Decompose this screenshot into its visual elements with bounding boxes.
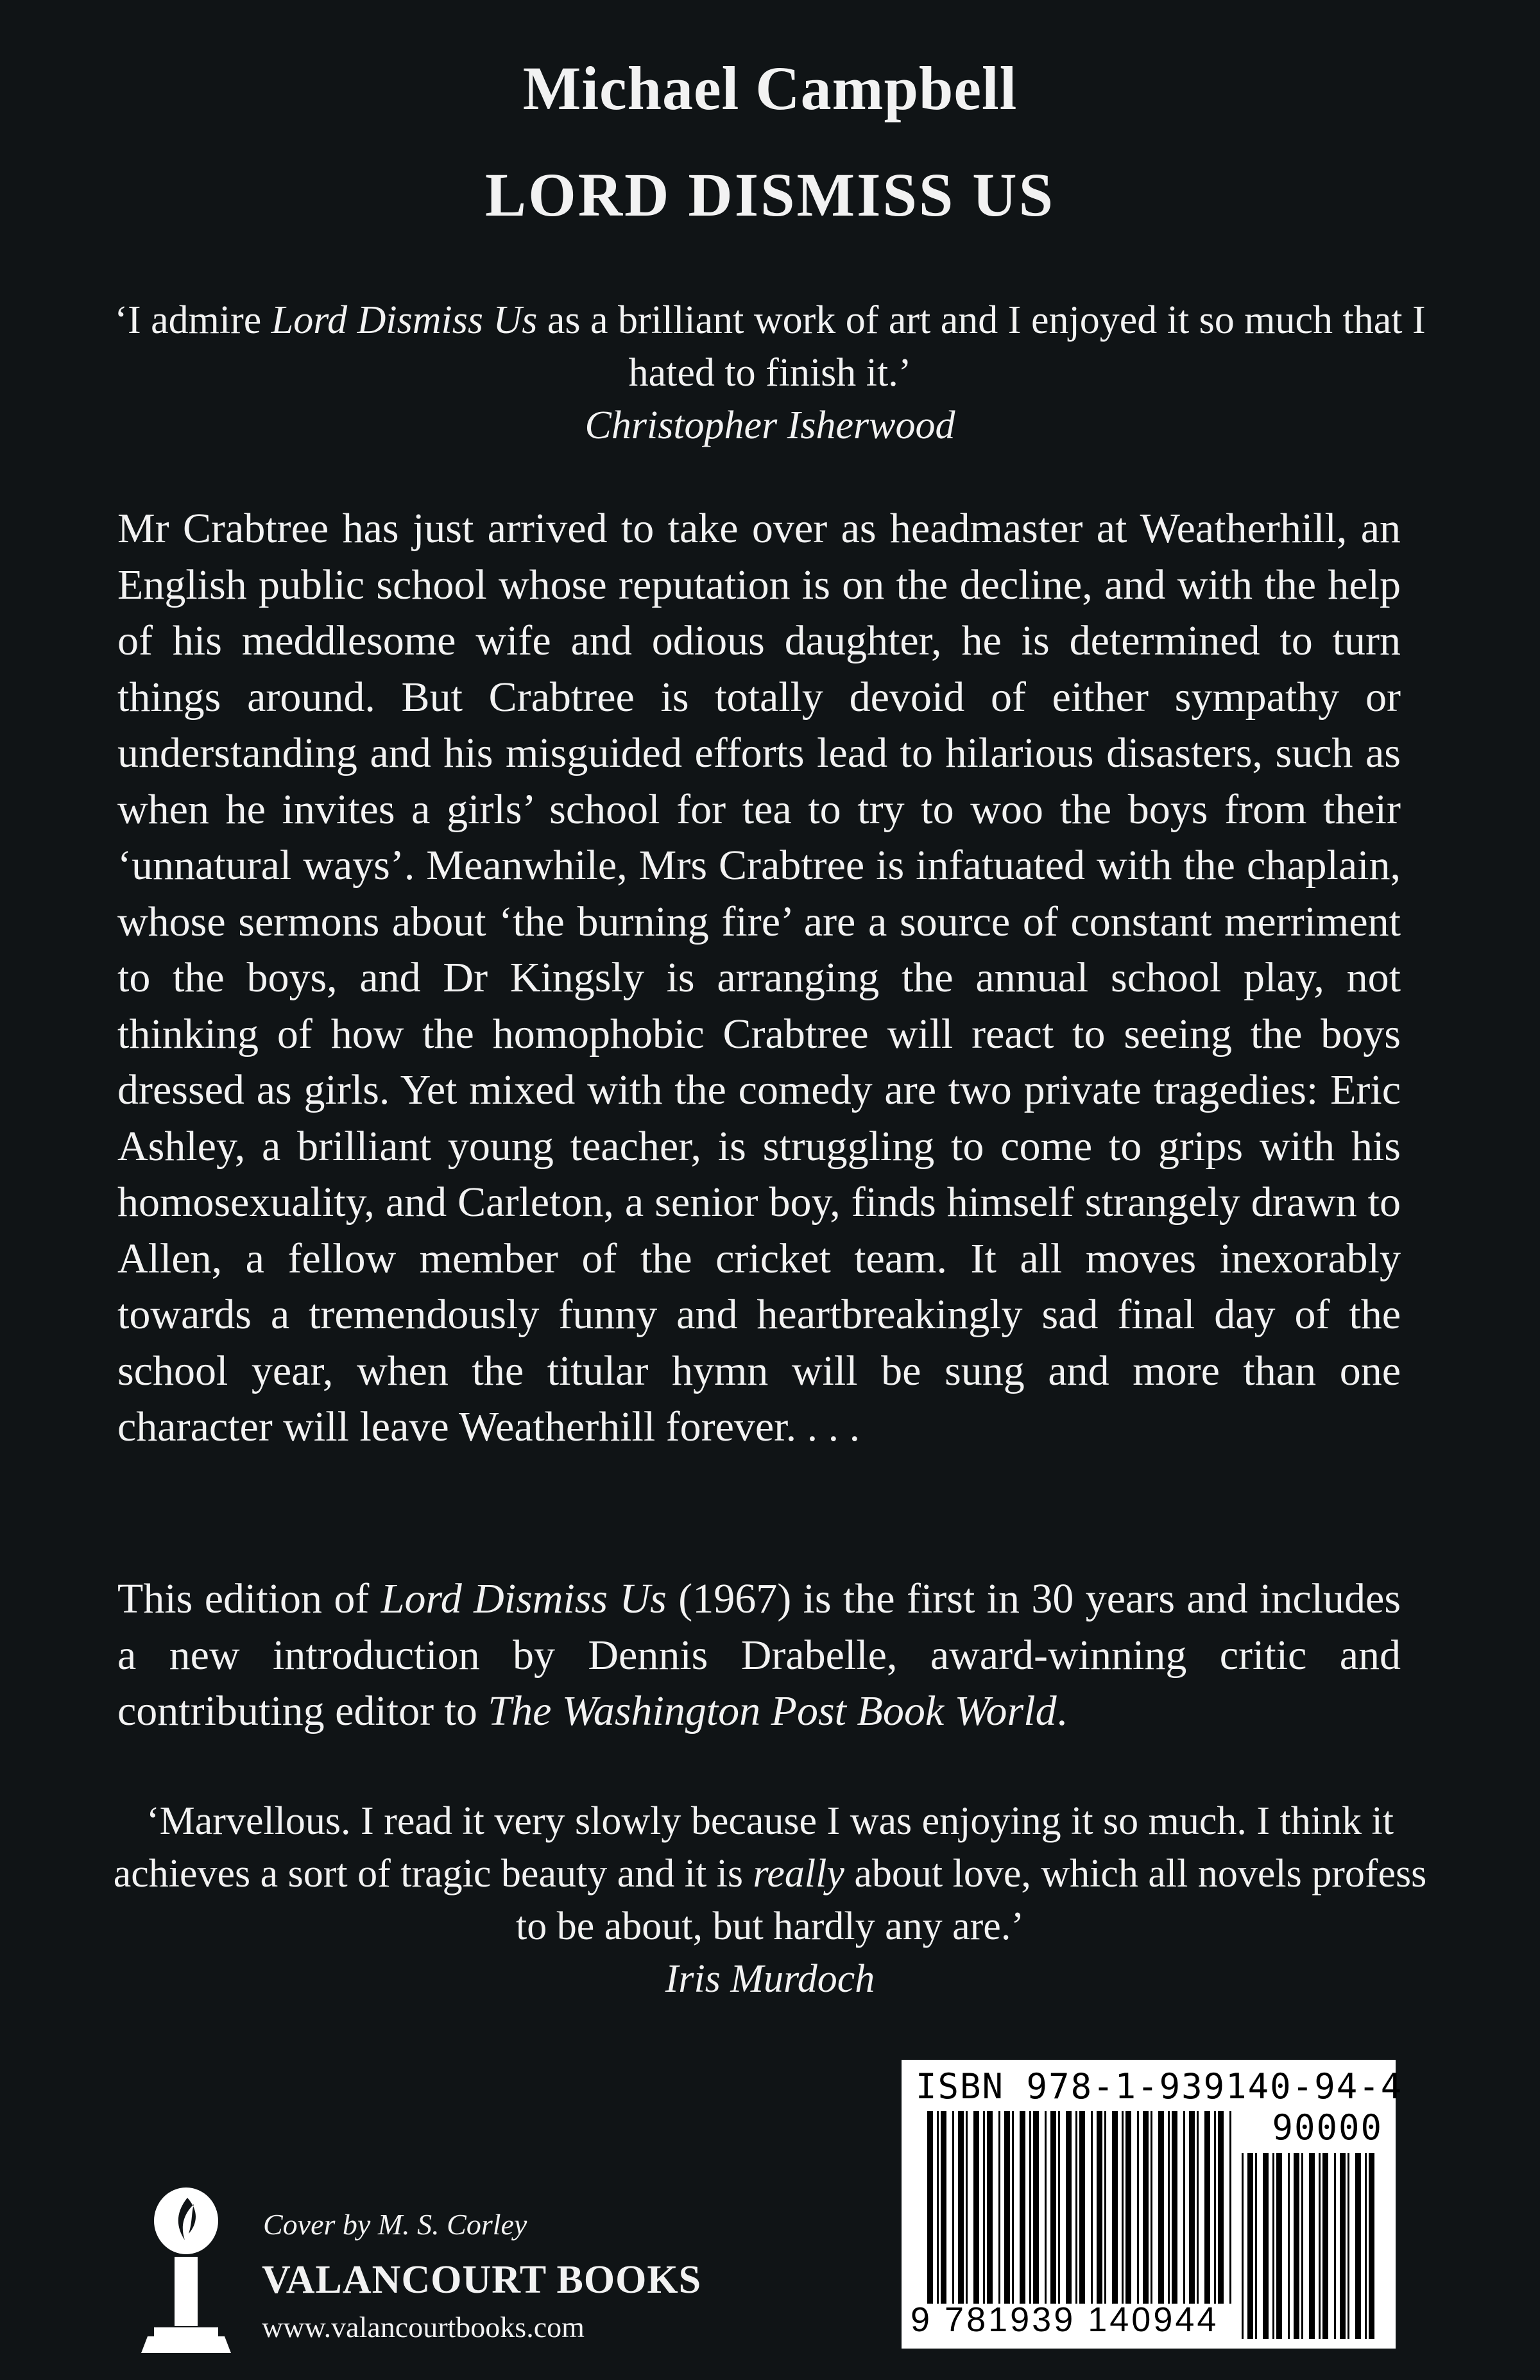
barcode-bar [1079,2111,1085,2304]
quote-attribution: Christopher Isherwood [585,404,955,447]
barcode-bar [1125,2111,1131,2304]
barcode-bar [1334,2153,1336,2339]
barcode-bar [1189,2111,1195,2304]
author-name: Michael Campbell [522,54,1018,123]
barcode-bar [941,2111,946,2304]
quote-text-start: ‘Marvellous. I read it very slowly because I was enjoying it so much. I think it achieves a sort of tragic beauty and it is [113,1799,1394,1896]
barcode-bar [1229,2111,1231,2304]
barcode-bar [1058,2111,1060,2304]
blurb-quote-isherwood [96,294,1444,452]
barcode-bar [983,2111,985,2304]
barcode-bar [1204,2111,1210,2304]
barcode-bar [952,2111,954,2304]
barcode-bar [1272,2153,1274,2339]
quote-text-end: about love, which all novels profess to be about, but hardly any are.’ [516,1852,1427,1948]
edition-publication-name: The Washington Post Book World [488,1688,1057,1734]
barcode-bar [998,2111,1000,2304]
barcode-bar [966,2111,968,2304]
barcode-bar [1004,2111,1010,2304]
barcode-bar [937,2111,939,2304]
edition-text-middle: (1967) is the first in 30 years and includes a new introduction by Dennis Drabelle, award-winning critic and contributing editor to [117,1575,1401,1734]
barcode-bar [1097,2111,1102,2304]
barcode-bar [973,2111,979,2304]
isbn-label: ISBN 978-1-939140-94-4 [916,2066,1403,2107]
book-title: LORD DISMISS US [485,160,1055,229]
barcode-bar [1045,2111,1047,2304]
barcode-bar [1075,2111,1077,2304]
barcode-bar [1355,2153,1361,2339]
publisher-name: VALANCOURT BOOKS [262,2258,702,2302]
edition-text-end: . [1056,1688,1068,1734]
barcode-bar [1168,2111,1170,2304]
barcode-bar [1322,2153,1328,2339]
barcode-bar [1050,2111,1056,2304]
barcode-bar [1033,2111,1039,2304]
barcode-bar [1255,2153,1257,2339]
barcode-bar [1151,2111,1152,2304]
blurb-quote-murdoch [96,1795,1444,2005]
quote-attribution: Iris Murdoch [665,1957,875,2001]
barcode-bar [1369,2153,1374,2339]
barcode-bar [1301,2153,1303,2339]
barcode-bar [1247,2153,1253,2339]
price-code: 90000 [1272,2107,1383,2148]
candle-flame-icon [135,2185,237,2358]
barcode-bar [1309,2153,1315,2339]
barcode-bar [1218,2111,1224,2304]
isbn-barcode [902,2060,1403,2349]
barcode-bar [1143,2111,1149,2304]
edition-paragraph [117,1571,1401,1740]
barcode-bar [1158,2111,1164,2304]
barcode-bar [1112,2111,1118,2304]
quote-book-title: Lord Dismiss Us [271,298,538,342]
barcode-bar [1172,2111,1177,2304]
barcode-bar [1263,2153,1269,2339]
barcode-bar [1122,2111,1124,2304]
quote-emphasis: really [753,1852,844,1896]
edition-text-start: This edition of [117,1575,381,1622]
barcode-bar [987,2111,993,2304]
barcode-bar [958,2111,964,2304]
barcode-bar [1091,2111,1093,2304]
barcode-bar [1066,2111,1072,2304]
barcode-bar [1340,2153,1346,2339]
barcode-bar [927,2111,933,2304]
cover-credit: Cover by M. S. Corley [263,2208,527,2241]
synopsis-paragraph: Mr Crabtree has just arrived to take over as headmaster at Weatherhill, an English public school whose reputation is on the decline, and with the help of his meddlesome wife and odious daughter, he is determined to turn things around. But Crabtree is totally devoid of either sympathy or understanding and his misguided efforts lead to hilarious disasters, such as when he invites a girls’ school for tea to try to woo the boys from their ‘unnatural ways’. Meanwhile, Mrs Crabtree is infatuated with the chaplain, whose sermons about ‘the burning fire’ are a source of constant merriment to the boys, and Dr Kingsly is arranging the annual school play, not thinking of how the homophobic Crabtree will react to seeing the boys dressed as girls. Yet mixed with the comedy are two private tragedies: Eric Ashley, a brilliant young teacher, is struggling to come to grips with his homosexuality, and Carleton, a senior boy, finds himself strangely drawn to Allen, a fellow member of the cricket team. It all moves inexorably towards a tremendously funny and heartbreakingly sad final day of the school year, when the titular hymn will be sung and more than one character will leave Weatherhill forever. . . . [117,505,1401,1450]
barcode-bar [1319,2153,1321,2339]
quote-text-end: as a brilliant work of art and I enjoyed it so much that I hated to finish it.’ [537,298,1426,395]
barcode-bar [1276,2153,1282,2339]
barcode-bars [927,2111,1235,2304]
barcode-bar [1104,2111,1106,2304]
barcode-bar [1348,2153,1349,2339]
barcode-bar [1029,2111,1031,2304]
barcode-bar [1183,2111,1185,2304]
barcode-bar [1012,2111,1014,2304]
barcode-addon-bars [1242,2153,1380,2339]
barcode-bar [1214,2111,1216,2304]
barcode-bar [1294,2153,1299,2339]
barcode-bar [1197,2111,1199,2304]
barcode-bar [1137,2111,1139,2304]
barcode-bar [1020,2111,1025,2304]
quote-text-start: ‘I admire [114,298,271,342]
barcode-digits: 9 781939 140944 [911,2300,1219,2339]
barcode-bar [1288,2153,1290,2339]
publisher-website: www.valancourtbooks.com [262,2311,585,2343]
edition-book-title: Lord Dismiss Us [381,1575,667,1622]
barcode-bar [1365,2153,1367,2339]
